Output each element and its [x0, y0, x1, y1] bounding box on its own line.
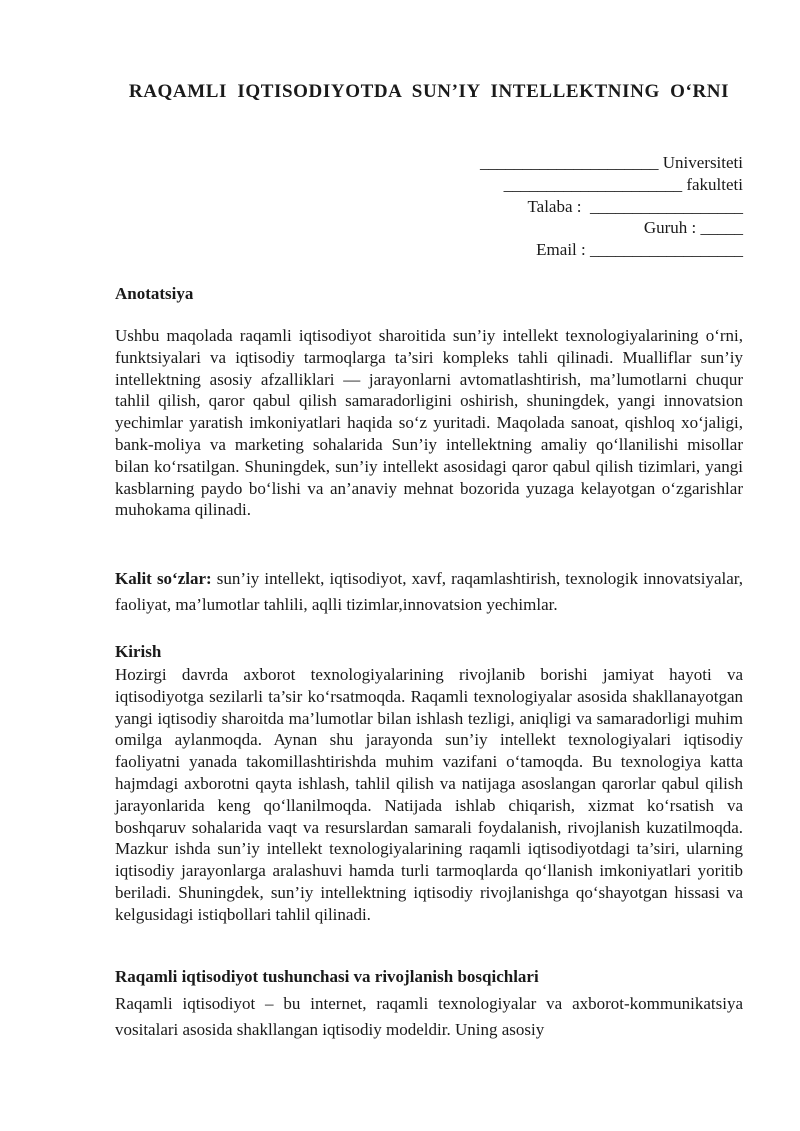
group-line: Guruh : _____ — [643, 218, 743, 238]
university-line: _____________________ Universiteti — [479, 153, 743, 172]
keywords-text: sun’iy intellekt, iqtisodiyot, xavf, raqamlashtirish, texnologik innovatsiyalar, faoliyat, ma’lumotlar tahlili, aqlli tizimlar,innovatsion yechimlar. — [115, 569, 743, 614]
annotation-heading: Anotatsiya — [115, 284, 194, 303]
keywords-label: Kalit so‘zlar: — [115, 569, 212, 588]
section-text: Raqamli iqtisodiyot – bu internet, raqamli texnologiyalar va axborot-kommunikatsiya vositalari asosida shakllangan iqtisodiy modeldir. Uning asosiy — [115, 994, 743, 1039]
document-title: RAQAMLI IQTISODIYOTDA SUN’IY INTELLEKTNING O‘RNI — [128, 81, 730, 102]
faculty-line: _____________________ fakulteti — [503, 174, 743, 194]
introduction-heading: Kirish — [115, 642, 162, 661]
student-line: Talaba : __________________ — [527, 196, 743, 216]
introduction-text: Hozirgi davrda axborot texnologiyalarining rivojlanib borishi jamiyat hayoti va iqtisodiyotga sezilarli ta’sir ko‘rsatmoqda. Raqamli texnologiyalar asosida shakllanayotgan yangi iqtisodiy sharoitda ma’lumotlar bilan ishlash tezligi, aniqligi va samaradorligi muhim omilga aylanmoqda. Aynan shu jarayonda sun’iy intellekt texnologiyalari iqtisodiy faoliyatni yanada takomillashtirishda muhim vazifani o‘tamoqda. Bu texnologiya katta hajmdagi axborotni qayta ishlash, tahlil qilish va natijaga asoslangan qarorlar qabul qilish jarayonlarida keng qo‘llanilmoqda. Natijada ishlab chiqarish, xizmat ko‘rsatish va boshqaruv sohalarida vaqt va resurslardan samarali foydalanish, rivojlanish kuzatilmoqda. Mazkur ishda sun’iy intellekt texnologiyalarining raqamli iqtisodiyotdagi ta’siri, ularning iqtisodiy jarayonlarga aralashuvi hamda turli tarmoqlarda qo‘llanish imkoniyatlari yoritib beriladi. Shuningdek, sun’iy intellektning iqtisodiy rivojlanishga qo‘shayotgan hissasi va kelgusidagi istiqbollari tahlil qilinadi. — [115, 665, 743, 924]
section-heading: Raqamli iqtisodiyot tushunchasi va rivojlanish bosqichlari — [115, 967, 539, 986]
annotation-text: Ushbu maqolada raqamli iqtisodiyot sharoitida sun’iy intellekt texnologiyalarining o‘rni, funktsiyalari va iqtisodiy tarmoqlarga ta’siri kompleks tahli qilinadi. Mualliflar sun’iy intellektning asosiy afzalliklari — jarayonlarni avtomatlashtirish, ma’lumotlarni chuqur tahlil qilish, qaror qabul qilish samaradorligini oshirish, shuningdek, yangi innovatsion yechimlar yaratish imkoniyatlari haqida so‘z yuritadi. Maqolada sanoat, qishloq xo‘jaligi, bank-moliya va marketing sohalarida Sun’iy intellektning amaliy qo‘llanilishi misollar bilan ko‘rsatilgan. Shuningdek, sun’iy intellekt asosidagi qaror qabul qilish tizimlari, yangi kasblarning paydo bo‘lishi va an’anaviy mehnat bozorida yuzaga kelayotgan o‘zgarishlar muhokama qilinadi. — [115, 326, 743, 520]
email-line: Email : __________________ — [536, 240, 743, 260]
author-info — [480, 152, 743, 261]
keywords-paragraph — [115, 566, 743, 618]
